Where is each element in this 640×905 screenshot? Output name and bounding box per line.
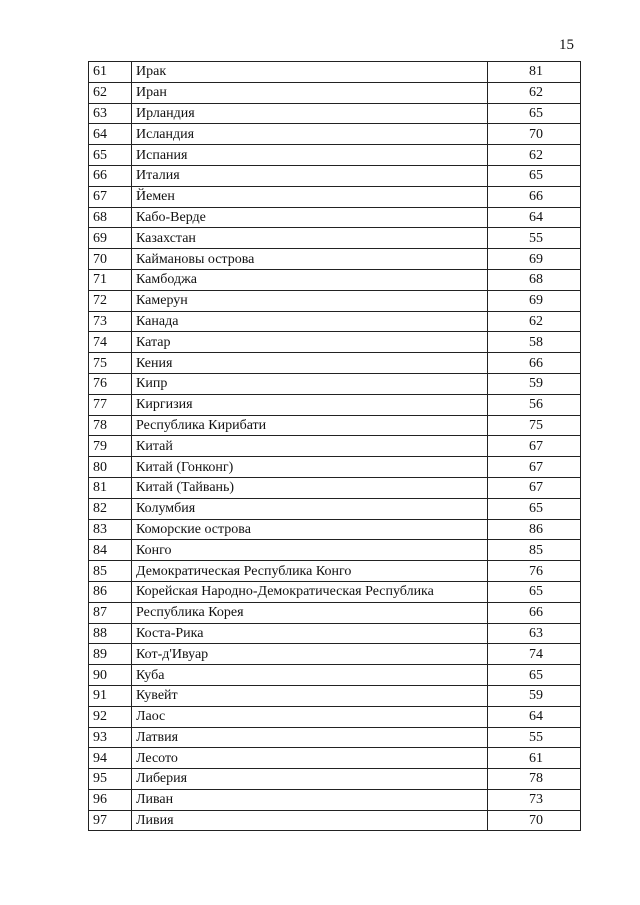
row-number-cell: 62: [89, 82, 132, 103]
value-cell: 59: [488, 685, 581, 706]
country-name-cell: Кабо-Верде: [132, 207, 488, 228]
country-name-cell: Республика Кирибати: [132, 415, 488, 436]
country-name-cell: Корейская Народно-Демократическая Республика: [132, 581, 488, 602]
value-cell: 65: [488, 165, 581, 186]
value-cell: 78: [488, 769, 581, 790]
value-cell: 63: [488, 623, 581, 644]
country-name-cell: Китай: [132, 436, 488, 457]
table-body: [89, 62, 581, 831]
value-cell: 66: [488, 353, 581, 374]
country-name-cell: Куба: [132, 665, 488, 686]
country-name-cell: Коста-Рика: [132, 623, 488, 644]
country-name-cell: Казахстан: [132, 228, 488, 249]
row-number-cell: 95: [89, 769, 132, 790]
country-name-cell: Лесото: [132, 748, 488, 769]
row-number-cell: 61: [89, 62, 132, 83]
value-cell: 70: [488, 810, 581, 831]
table-row: [89, 685, 581, 706]
row-number-cell: 87: [89, 602, 132, 623]
table-row: [89, 644, 581, 665]
value-cell: 62: [488, 82, 581, 103]
table-row: [89, 145, 581, 166]
row-number-cell: 73: [89, 311, 132, 332]
row-number-cell: 86: [89, 581, 132, 602]
table-row: [89, 62, 581, 83]
row-number-cell: 69: [89, 228, 132, 249]
row-number-cell: 71: [89, 269, 132, 290]
country-name-cell: Ирландия: [132, 103, 488, 124]
value-cell: 67: [488, 477, 581, 498]
value-cell: 73: [488, 789, 581, 810]
country-name-cell: Иран: [132, 82, 488, 103]
value-cell: 69: [488, 249, 581, 270]
value-cell: 69: [488, 290, 581, 311]
value-cell: 55: [488, 228, 581, 249]
row-number-cell: 89: [89, 644, 132, 665]
row-number-cell: 92: [89, 706, 132, 727]
table-row: [89, 623, 581, 644]
table-row: [89, 311, 581, 332]
value-cell: 85: [488, 540, 581, 561]
table-row: [89, 810, 581, 831]
value-cell: 62: [488, 145, 581, 166]
country-name-cell: Ирак: [132, 62, 488, 83]
row-number-cell: 72: [89, 290, 132, 311]
country-name-cell: Лаос: [132, 706, 488, 727]
country-name-cell: Ливан: [132, 789, 488, 810]
value-cell: 68: [488, 269, 581, 290]
row-number-cell: 77: [89, 394, 132, 415]
country-name-cell: Камбоджа: [132, 269, 488, 290]
value-cell: 74: [488, 644, 581, 665]
value-cell: 86: [488, 519, 581, 540]
row-number-cell: 85: [89, 561, 132, 582]
country-name-cell: Канада: [132, 311, 488, 332]
table-row: [89, 290, 581, 311]
row-number-cell: 79: [89, 436, 132, 457]
country-name-cell: Ливия: [132, 810, 488, 831]
row-number-cell: 84: [89, 540, 132, 561]
value-cell: 64: [488, 207, 581, 228]
value-cell: 67: [488, 436, 581, 457]
row-number-cell: 81: [89, 477, 132, 498]
row-number-cell: 68: [89, 207, 132, 228]
value-cell: 61: [488, 748, 581, 769]
row-number-cell: 94: [89, 748, 132, 769]
value-cell: 75: [488, 415, 581, 436]
country-name-cell: Исландия: [132, 124, 488, 145]
value-cell: 70: [488, 124, 581, 145]
table-row: [89, 394, 581, 415]
row-number-cell: 70: [89, 249, 132, 270]
row-number-cell: 96: [89, 789, 132, 810]
table-row: [89, 373, 581, 394]
table-row: [89, 457, 581, 478]
value-cell: 65: [488, 581, 581, 602]
row-number-cell: 63: [89, 103, 132, 124]
table-row: [89, 561, 581, 582]
value-cell: 76: [488, 561, 581, 582]
table-row: [89, 207, 581, 228]
country-name-cell: Камерун: [132, 290, 488, 311]
country-name-cell: Кот-д'Ивуар: [132, 644, 488, 665]
table-row: [89, 415, 581, 436]
country-name-cell: Кувейт: [132, 685, 488, 706]
value-cell: 64: [488, 706, 581, 727]
table-row: [89, 82, 581, 103]
table-row: [89, 353, 581, 374]
table-row: [89, 498, 581, 519]
country-name-cell: Демократическая Республика Конго: [132, 561, 488, 582]
table-row: [89, 602, 581, 623]
table-row: [89, 748, 581, 769]
row-number-cell: 97: [89, 810, 132, 831]
row-number-cell: 67: [89, 186, 132, 207]
country-name-cell: Италия: [132, 165, 488, 186]
row-number-cell: 76: [89, 373, 132, 394]
value-cell: 55: [488, 727, 581, 748]
row-number-cell: 64: [89, 124, 132, 145]
country-name-cell: Китай (Тайвань): [132, 477, 488, 498]
value-cell: 56: [488, 394, 581, 415]
table-row: [89, 228, 581, 249]
value-cell: 58: [488, 332, 581, 353]
country-name-cell: Киргизия: [132, 394, 488, 415]
value-cell: 66: [488, 602, 581, 623]
table-row: [89, 727, 581, 748]
table-row: [89, 769, 581, 790]
row-number-cell: 74: [89, 332, 132, 353]
table-row: [89, 477, 581, 498]
table-row: [89, 165, 581, 186]
row-number-cell: 66: [89, 165, 132, 186]
country-name-cell: Республика Корея: [132, 602, 488, 623]
table-row: [89, 436, 581, 457]
table-row: [89, 269, 581, 290]
country-name-cell: Либерия: [132, 769, 488, 790]
country-name-cell: Испания: [132, 145, 488, 166]
country-name-cell: Катар: [132, 332, 488, 353]
row-number-cell: 82: [89, 498, 132, 519]
table-row: [89, 332, 581, 353]
value-cell: 59: [488, 373, 581, 394]
row-number-cell: 83: [89, 519, 132, 540]
row-number-cell: 65: [89, 145, 132, 166]
table-row: [89, 540, 581, 561]
table-row: [89, 249, 581, 270]
table-row: [89, 186, 581, 207]
value-cell: 66: [488, 186, 581, 207]
country-name-cell: Йемен: [132, 186, 488, 207]
table-row: [89, 519, 581, 540]
row-number-cell: 80: [89, 457, 132, 478]
table-row: [89, 789, 581, 810]
value-cell: 65: [488, 665, 581, 686]
table-row: [89, 706, 581, 727]
country-table: [88, 61, 581, 831]
table-row: [89, 124, 581, 145]
value-cell: 67: [488, 457, 581, 478]
value-cell: 62: [488, 311, 581, 332]
row-number-cell: 91: [89, 685, 132, 706]
table-row: [89, 581, 581, 602]
table-row: [89, 103, 581, 124]
country-name-cell: Колумбия: [132, 498, 488, 519]
value-cell: 81: [488, 62, 581, 83]
page-number: 15: [559, 37, 574, 53]
table-row: [89, 665, 581, 686]
country-name-cell: Каймановы острова: [132, 249, 488, 270]
country-name-cell: Кения: [132, 353, 488, 374]
country-name-cell: Кипр: [132, 373, 488, 394]
row-number-cell: 88: [89, 623, 132, 644]
row-number-cell: 78: [89, 415, 132, 436]
value-cell: 65: [488, 498, 581, 519]
row-number-cell: 75: [89, 353, 132, 374]
country-name-cell: Конго: [132, 540, 488, 561]
value-cell: 65: [488, 103, 581, 124]
row-number-cell: 90: [89, 665, 132, 686]
country-name-cell: Латвия: [132, 727, 488, 748]
row-number-cell: 93: [89, 727, 132, 748]
country-name-cell: Китай (Гонконг): [132, 457, 488, 478]
country-name-cell: Коморские острова: [132, 519, 488, 540]
